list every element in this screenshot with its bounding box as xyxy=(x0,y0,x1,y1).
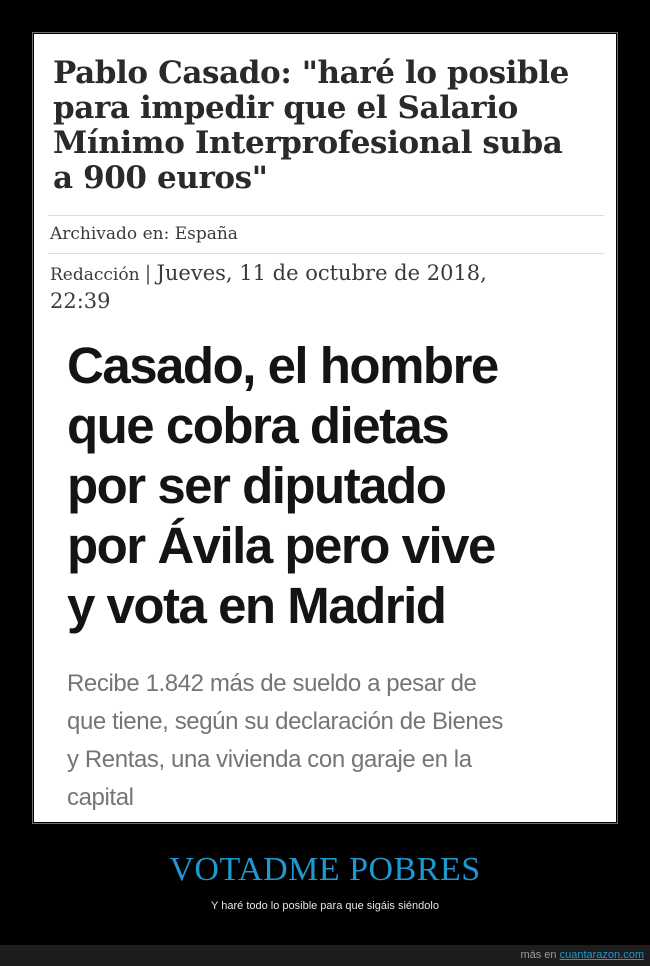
archived-category: Archivado en: España xyxy=(50,224,238,244)
article-headline xyxy=(53,56,613,196)
site-link[interactable]: cuantarazon.com xyxy=(559,949,644,961)
overlay-subtitle-line: Recibe 1.842 más de sueldo a pesar de xyxy=(67,670,477,697)
caption-text: Y haré todo lo posible para que sigáis siéndolo xyxy=(211,900,439,912)
overlay-headline-line: y vota en Madrid xyxy=(67,577,446,634)
overlay-subtitle-line: que tiene, según su declaración de Bienes xyxy=(67,708,503,735)
overlay-headline-line: que cobra dietas xyxy=(67,397,449,454)
headline-line: Mínimo Interprofesional suba xyxy=(53,125,563,161)
overlay-subtitle xyxy=(67,665,607,817)
byline-separator: | xyxy=(144,261,152,285)
divider xyxy=(48,215,604,216)
overlay-subtitle-line: capital xyxy=(67,784,134,811)
meme-image xyxy=(34,34,616,822)
headline-line: a 900 euros" xyxy=(53,160,268,196)
overlay-headline xyxy=(67,336,612,636)
publish-date: Jueves, 11 de octubre de 2018, xyxy=(156,261,487,285)
overlay-headline-line: Casado, el hombre xyxy=(67,337,498,394)
publish-time: 22:39 xyxy=(50,289,111,313)
overlay-subtitle-line: y Rentas, una vivienda con garaje en la xyxy=(67,746,472,773)
headline-line: Pablo Casado: "haré lo posible xyxy=(53,55,569,91)
caption-title: VOTADME POBRES xyxy=(169,851,481,888)
article-byline xyxy=(50,260,600,314)
footer-prefix: más en xyxy=(520,949,557,961)
overlay-headline-line: por ser diputado xyxy=(67,457,446,514)
overlay-headline-line: por Ávila pero vive xyxy=(67,517,495,574)
headline-line: para impedir que el Salario xyxy=(53,90,518,126)
divider xyxy=(48,253,604,254)
site-footer xyxy=(0,945,650,966)
author-name: Redacción xyxy=(50,265,140,285)
